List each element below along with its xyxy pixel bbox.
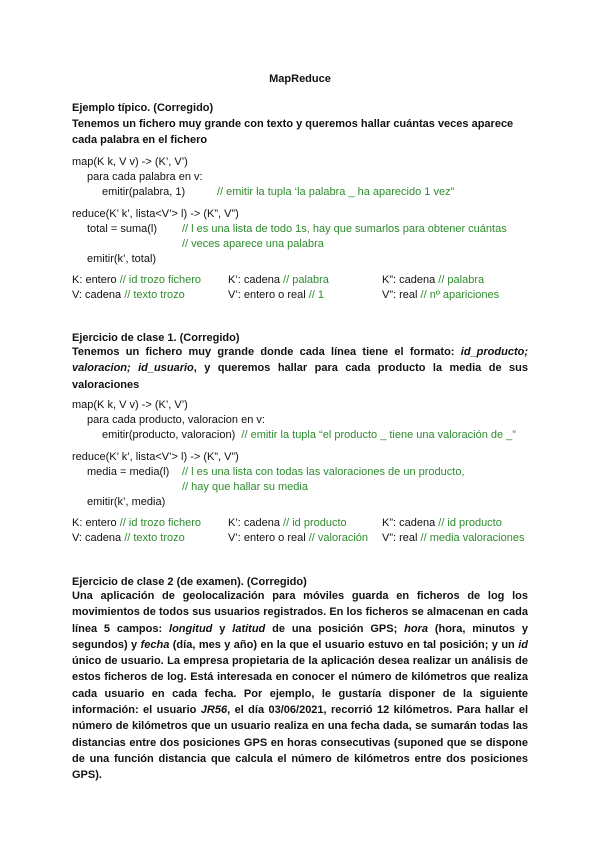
ex1-map-loop: para cada palabra en v: bbox=[87, 171, 203, 183]
ex2-reduce-comment1: // l es una lista con todas las valoraciones de un producto, bbox=[182, 466, 465, 478]
ex2-type-k2: K”: cadena // id producto bbox=[382, 517, 502, 529]
ex2-type-v: V: cadena // texto trozo bbox=[72, 532, 185, 544]
ex1-type-k2: K”: cadena // palabra bbox=[382, 274, 485, 286]
ex2-map-signature: map(K k, V v) -> (K’, V’) bbox=[72, 399, 188, 411]
ex1-type-k: K: entero // id trozo fichero bbox=[72, 274, 202, 286]
ex2-type-k: K: entero // id trozo fichero bbox=[72, 517, 202, 529]
ex1-map-emit: emitir(palabra, 1) bbox=[102, 186, 186, 198]
ex1-map-signature: map(K k, V v) -> (K’, V’) bbox=[72, 156, 188, 168]
ex1-desc-line2: cada palabra en el fichero bbox=[72, 134, 208, 146]
ex2-reduce-emit: emitir(k’, media) bbox=[87, 496, 166, 508]
ex1-type-v1: V’: entero o real // 1 bbox=[228, 289, 325, 301]
ex1-reduce-comment1: // l es una lista de todo 1s, hay que sumarlos para obtener cuántas bbox=[182, 223, 507, 235]
ex2-description: Tenemos un fichero muy grande donde cada línea tiene el formato: id_producto; valoracion; id_usuario, y queremos hallar para cada producto la media de sus valoraciones bbox=[72, 346, 528, 391]
page-title: MapReduce bbox=[269, 73, 331, 85]
ex2-type-v1: V’: entero o real // valoración bbox=[228, 532, 369, 544]
ex3-paragraph: Una aplicación de geolocalización para móviles guarda en ficheros de log los movimientos de todos sus usuarios registrados. En los ficheros se almacenan en cada línea 5 campos: longitud y latitud de una posición GPS; hora (hora, minutos y segundos) y fecha (día, mes y año) en la que el usuario estuvo en tal posición; y un id único de usuario. La empresa propietaria de la aplicación desea realizar un análisis de estos ficheros de log. Está interesada en conocer el número de kilómetros que realiza cada usuario en cada fecha. Por ejemplo, le gustaría disponer de la siguiente información: el usuario JR56, el día 03/06/2021, recorrió 12 kilómetros. Para hallar el número de kilómetros que un usuario realiza en una fecha dada, se sumarán todas las distancias entre dos posiciones GPS en horas consecutivas (suponed que se dispone de una función distancia que calcula el número de kilómetros entre dos posiciones GPS). bbox=[72, 590, 529, 782]
ex2-type-k1: K’: cadena // id producto bbox=[228, 517, 347, 529]
ex1-heading: Ejemplo típico. (Corregido) bbox=[72, 102, 214, 114]
ex1-type-v: V: cadena // texto trozo bbox=[72, 289, 185, 301]
ex1-type-v2: V”: real // nº apariciones bbox=[382, 289, 500, 301]
ex1-desc-line1: Tenemos un fichero muy grande con texto y queremos hallar cuántas veces aparece bbox=[72, 118, 514, 130]
ex2-reduce-media: media = media(l) bbox=[87, 466, 170, 478]
ex1-type-k1: K’: cadena // palabra bbox=[228, 274, 329, 286]
ex1-reduce-comment2: // veces aparece una palabra bbox=[182, 238, 324, 250]
ex2-map-loop: para cada producto, valoracion en v: bbox=[87, 414, 265, 426]
ex2-map-emit: emitir(producto, valoracion) // emitir la tupla “el producto _ tiene una valoración de _” bbox=[102, 429, 516, 441]
ex1-reduce-total: total = suma(l) bbox=[87, 223, 157, 235]
ex2-heading: Ejercicio de clase 1. (Corregido) bbox=[72, 332, 240, 344]
ex1-reduce-signature: reduce(K’ k’, lista<V’> l) -> (K”, V”) bbox=[72, 208, 239, 220]
ex1-map-comment: // emitir la tupla ‘la palabra _ ha aparecido 1 vez” bbox=[217, 186, 455, 198]
ex3-heading: Ejercicio de clase 2 (de examen). (Corregido) bbox=[72, 576, 307, 588]
ex2-reduce-signature: reduce(K’ k’, lista<V’> l) -> (K”, V”) bbox=[72, 451, 239, 463]
ex2-type-v2: V”: real // media valoraciones bbox=[382, 532, 525, 544]
ex2-reduce-comment2: // hay que hallar su media bbox=[182, 481, 308, 493]
ex1-reduce-emit: emitir(k’, total) bbox=[87, 253, 157, 265]
